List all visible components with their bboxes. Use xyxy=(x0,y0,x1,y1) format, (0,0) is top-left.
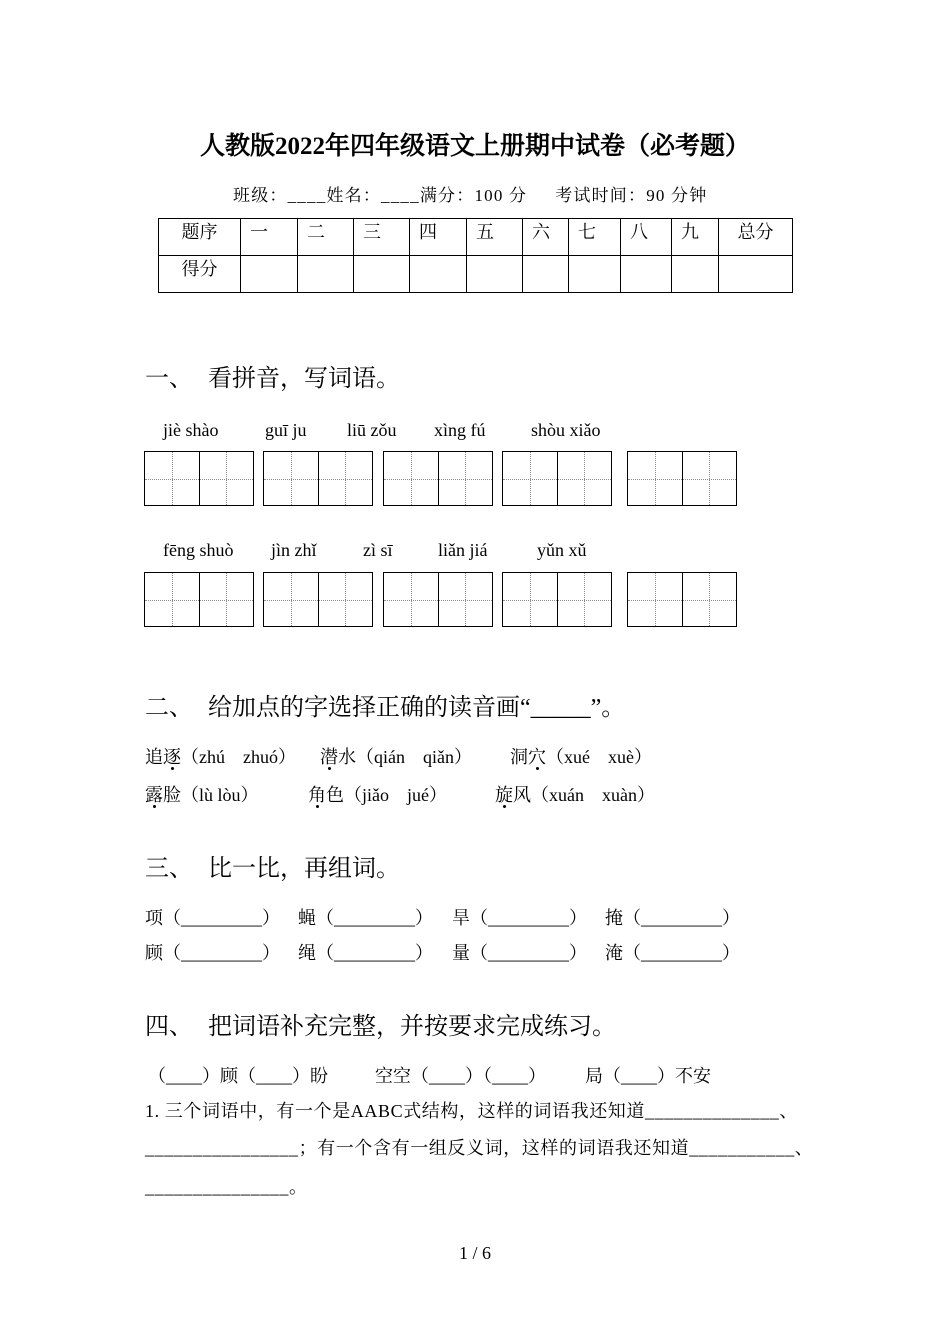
dotted-character: 逐 xyxy=(163,747,181,767)
section-2-heading xyxy=(145,693,625,723)
header-cell-4: 四 xyxy=(410,219,467,256)
section-title: 给加点的字选择正确的读音画“_____”。 xyxy=(208,695,626,721)
header-cell-5: 五 xyxy=(467,219,523,256)
header-cell-8: 八 xyxy=(621,219,672,256)
word-compare-item: 蝇（_________） xyxy=(298,908,433,928)
writing-cell xyxy=(199,573,254,626)
writing-cell xyxy=(628,573,682,626)
score-cell-9 xyxy=(672,256,719,293)
writing-box-group xyxy=(383,572,493,627)
header-cell-2: 二 xyxy=(298,219,354,256)
pinyin-options: （qián qiǎn） xyxy=(356,747,472,767)
question-1-line: 1. 三个词语中，有一个是AABC式结构，这样的词语我还知道______________、 xyxy=(145,1101,799,1121)
pinyin-label: liǎn jiá xyxy=(438,540,488,560)
question-1-line: ________________；有一个含有一组反义词，这样的词语我还知道___________、 xyxy=(145,1138,814,1158)
idiom-phrase: （____）顾（____）盼 xyxy=(148,1066,328,1086)
section-number: 四、 xyxy=(145,1014,193,1040)
section-1-heading xyxy=(145,364,400,394)
score-label-cell: 得分 xyxy=(159,256,241,293)
writing-cell xyxy=(264,573,318,626)
writing-cell xyxy=(628,452,682,505)
reading-item xyxy=(145,783,259,807)
writing-cell xyxy=(503,452,557,505)
reading-item xyxy=(510,745,652,769)
reading-item xyxy=(320,745,472,769)
section-title: 把词语补充完整，并按要求完成练习。 xyxy=(208,1014,616,1040)
word-part: 洞 xyxy=(510,747,528,767)
pinyin-label: xìng fú xyxy=(434,420,486,440)
writing-cell xyxy=(682,452,737,505)
name-label: 姓名： xyxy=(326,186,382,205)
header-cell-7: 七 xyxy=(569,219,621,256)
word-compare-item: 淹（_________） xyxy=(605,943,740,963)
word-part: 风 xyxy=(513,785,531,805)
writing-cell xyxy=(682,573,737,626)
score-cell-7 xyxy=(569,256,621,293)
writing-box-group xyxy=(263,572,373,627)
page-number: 1 / 6 xyxy=(458,1243,491,1263)
score-cell-2 xyxy=(298,256,354,293)
score-cell-6 xyxy=(523,256,569,293)
reading-item xyxy=(308,783,447,807)
name-blank: ____ xyxy=(381,186,420,205)
word-compare-item: 绳（_________） xyxy=(298,943,433,963)
dotted-character: 潜 xyxy=(320,747,338,767)
word-part: 水 xyxy=(338,747,356,767)
reading-item xyxy=(145,745,296,769)
writing-cell xyxy=(145,573,199,626)
section-number: 三、 xyxy=(145,856,193,882)
idiom-phrase: 空空（____）（____） xyxy=(375,1066,546,1086)
writing-box-group xyxy=(502,451,612,506)
dotted-character: 穴 xyxy=(528,747,546,767)
class-blank: ____ xyxy=(287,186,327,205)
writing-cell xyxy=(318,573,373,626)
writing-cell xyxy=(264,452,318,505)
word-part: 脸 xyxy=(163,785,181,805)
header-cell-1: 一 xyxy=(241,219,298,256)
score-table-score-row xyxy=(159,256,793,293)
writing-cell xyxy=(384,452,438,505)
score-table xyxy=(158,218,793,293)
pinyin-label: zì sī xyxy=(363,540,393,560)
pinyin-label: fēng shuò xyxy=(163,540,234,560)
word-compare-item: 项（_________） xyxy=(145,908,280,928)
pinyin-options: （xué xuè） xyxy=(546,747,652,767)
header-cell-3: 三 xyxy=(354,219,410,256)
section-4-heading xyxy=(145,1012,616,1042)
score-cell-4 xyxy=(410,256,467,293)
pinyin-options: （jiǎo jué） xyxy=(344,785,447,805)
writing-cell xyxy=(503,573,557,626)
question-1-line: _______________。 xyxy=(145,1177,308,1197)
dotted-character: 角 xyxy=(308,785,326,805)
writing-cell xyxy=(438,573,493,626)
section-title: 看拼音，写词语。 xyxy=(208,366,400,392)
writing-box-group xyxy=(627,451,737,506)
writing-cell xyxy=(557,573,612,626)
writing-box-group xyxy=(144,572,254,627)
pinyin-label: jiè shào xyxy=(163,420,219,440)
word-compare-item: 顾（_________） xyxy=(145,943,280,963)
pinyin-label: jìn zhǐ xyxy=(271,540,317,560)
dotted-character: 露 xyxy=(145,785,163,805)
pinyin-label: yǔn xǔ xyxy=(537,540,587,560)
writing-cell xyxy=(199,452,254,505)
word-part: 色 xyxy=(326,785,344,805)
pinyin-options: （lù lòu） xyxy=(181,785,259,805)
idiom-phrase: 局（____）不安 xyxy=(585,1066,711,1086)
header-cell-order: 题序 xyxy=(159,219,241,256)
pinyin-label: guī ju xyxy=(265,420,307,440)
score-cell-3 xyxy=(354,256,410,293)
exam-title: 人教版2022年四年级语文上册期中试卷（必考题） xyxy=(199,133,750,160)
score-cell-total xyxy=(719,256,793,293)
header-cell-total: 总分 xyxy=(719,219,793,256)
writing-cell xyxy=(384,573,438,626)
dotted-character: 旋 xyxy=(495,785,513,805)
exam-time: 考试时间：90 分钟 xyxy=(555,186,708,205)
writing-cell xyxy=(318,452,373,505)
score-table-header-row xyxy=(159,219,793,256)
writing-box-group xyxy=(144,451,254,506)
section-3-heading xyxy=(145,854,400,884)
score-cell-1 xyxy=(241,256,298,293)
word-compare-item: 旱（_________） xyxy=(452,908,587,928)
score-cell-8 xyxy=(621,256,672,293)
class-label: 班级： xyxy=(233,186,288,205)
writing-cell xyxy=(557,452,612,505)
word-compare-item: 量（_________） xyxy=(452,943,587,963)
section-number: 二、 xyxy=(145,695,193,721)
writing-cell xyxy=(145,452,199,505)
pinyin-options: （xuán xuàn） xyxy=(531,785,655,805)
full-score: 满分：100 分 xyxy=(419,186,528,205)
reading-item xyxy=(495,783,655,807)
pinyin-label: liū zǒu xyxy=(347,420,397,440)
header-cell-6: 六 xyxy=(523,219,569,256)
word-part: 追 xyxy=(145,747,163,767)
writing-box-group xyxy=(383,451,493,506)
pinyin-options: （zhú zhuó） xyxy=(181,747,296,767)
writing-cell xyxy=(438,452,493,505)
writing-box-group xyxy=(502,572,612,627)
word-compare-item: 掩（_________） xyxy=(605,908,740,928)
student-info-line xyxy=(233,184,707,208)
score-cell-5 xyxy=(467,256,523,293)
section-number: 一、 xyxy=(145,366,193,392)
section-title: 比一比，再组词。 xyxy=(208,856,400,882)
writing-box-group xyxy=(263,451,373,506)
pinyin-label: shòu xiǎo xyxy=(531,420,601,440)
writing-box-group xyxy=(627,572,737,627)
header-cell-9: 九 xyxy=(672,219,719,256)
